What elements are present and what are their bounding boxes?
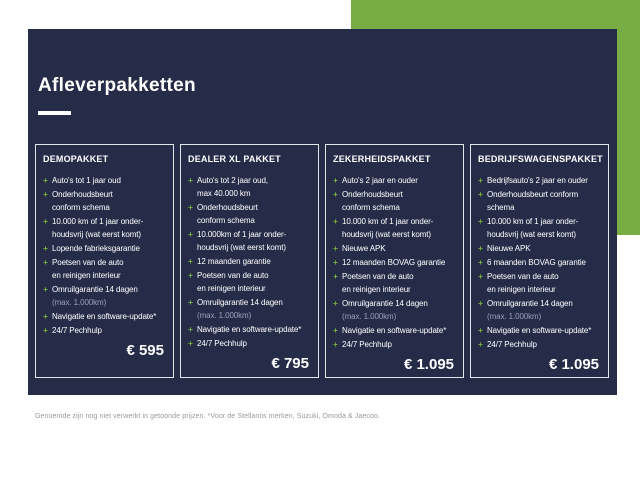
feature-line: Poetsen van de auto: [197, 271, 269, 280]
package-price: € 1.095: [403, 356, 454, 373]
feature-lines: [52, 324, 166, 337]
feature-lines: [197, 228, 311, 254]
plus-icon: +: [333, 271, 338, 281]
package-cards: [35, 144, 617, 378]
feature-lines: [342, 338, 456, 351]
package-feature-item: [333, 256, 456, 269]
feature-line: Auto's tot 1 jaar oud: [52, 176, 121, 185]
feature-line: max 40.000 km: [197, 189, 251, 198]
package-feature-item: [43, 256, 166, 282]
package-feature-item: [333, 338, 456, 351]
package-feature-item: [333, 297, 456, 323]
package-feature-item: [478, 338, 601, 351]
package-title: DEALER XL PAKKET: [188, 154, 281, 164]
plus-icon: +: [43, 311, 48, 321]
package-feature-item: [188, 255, 311, 268]
page-title: Afleverpakketten: [38, 75, 196, 96]
plus-icon: +: [188, 270, 193, 280]
package-title: ZEKERHEIDSPAKKET: [333, 154, 431, 164]
plus-icon: +: [188, 297, 193, 307]
feature-line: Onderhoudsbeurt: [197, 203, 258, 212]
plus-icon: +: [43, 175, 48, 185]
plus-icon: +: [333, 325, 338, 335]
feature-line: Onderhoudsbeurt conform: [487, 190, 579, 199]
feature-line: en reinigen interieur: [487, 285, 556, 294]
plus-icon: +: [478, 339, 483, 349]
plus-icon: +: [43, 216, 48, 226]
feature-line: 24/7 Pechhulp: [342, 340, 392, 349]
package-price: € 1.095: [548, 356, 599, 373]
package-feature-item: [478, 174, 601, 187]
feature-line: schema: [487, 203, 515, 212]
feature-line: Navigatie en software-update*: [197, 325, 302, 334]
package-feature-item: [478, 215, 601, 241]
package-card: [470, 144, 609, 378]
package-feature-item: [333, 215, 456, 241]
feature-lines: [52, 242, 166, 255]
package-feature-item: [333, 188, 456, 214]
feature-line: (max. 1.000km): [342, 312, 397, 321]
package-feature-item: [478, 297, 601, 323]
package-feature-item: [43, 188, 166, 214]
feature-lines: [342, 174, 456, 187]
plus-icon: +: [478, 175, 483, 185]
plus-icon: +: [333, 339, 338, 349]
plus-icon: +: [478, 298, 483, 308]
plus-icon: +: [43, 189, 48, 199]
feature-lines: [197, 174, 311, 200]
package-title: BEDRIJFSWAGENSPAKKET: [478, 154, 603, 164]
plus-icon: +: [478, 325, 483, 335]
package-price: € 595: [126, 342, 164, 359]
feature-line: Navigatie en software-update*: [487, 326, 592, 335]
feature-line: 12 maanden BOVAG garantie: [342, 258, 446, 267]
feature-lines: [342, 242, 456, 255]
feature-lines: [487, 188, 601, 214]
feature-lines: [487, 297, 601, 323]
feature-lines: [342, 324, 456, 337]
feature-line: Nieuwe APK: [342, 244, 386, 253]
feature-line: Navigatie en software-update*: [342, 326, 447, 335]
feature-lines: [342, 188, 456, 214]
package-feature-item: [188, 228, 311, 254]
package-title: DEMOPAKKET: [43, 154, 109, 164]
plus-icon: +: [333, 216, 338, 226]
plus-icon: +: [333, 298, 338, 308]
plus-icon: +: [188, 324, 193, 334]
plus-icon: +: [478, 243, 483, 253]
package-feature-item: [478, 256, 601, 269]
feature-line: Omruilgarantie 14 dagen: [197, 298, 283, 307]
plus-icon: +: [43, 257, 48, 267]
package-feature-item: [43, 324, 166, 337]
feature-lines: [487, 338, 601, 351]
feature-line: 6 maanden BOVAG garantie: [487, 258, 586, 267]
package-feature-item: [188, 323, 311, 336]
plus-icon: +: [188, 229, 193, 239]
feature-lines: [342, 297, 456, 323]
package-feature-item: [333, 174, 456, 187]
feature-line: Bedrijfsauto's 2 jaar en ouder: [487, 176, 588, 185]
plus-icon: +: [333, 257, 338, 267]
plus-icon: +: [188, 202, 193, 212]
feature-line: 10.000 km of 1 jaar onder-: [52, 217, 144, 226]
feature-line: houdsvrij (wat eerst komt): [487, 230, 576, 239]
plus-icon: +: [333, 189, 338, 199]
package-feature-item: [43, 283, 166, 309]
feature-lines: [487, 242, 601, 255]
plus-icon: +: [478, 257, 483, 267]
feature-line: Onderhoudsbeurt: [342, 190, 403, 199]
feature-line: en reinigen interieur: [342, 285, 411, 294]
feature-line: 24/7 Pechhulp: [197, 339, 247, 348]
feature-line: 24/7 Pechhulp: [52, 326, 102, 335]
feature-line: conform schema: [342, 203, 400, 212]
package-feature-item: [333, 270, 456, 296]
feature-line: Auto's tot 2 jaar oud,: [197, 176, 268, 185]
package-feature-item: [478, 242, 601, 255]
feature-lines: [197, 201, 311, 227]
packages-panel: [28, 29, 617, 395]
package-price: € 795: [271, 355, 309, 372]
feature-line: Poetsen van de auto: [52, 258, 124, 267]
plus-icon: +: [43, 243, 48, 253]
feature-lines: [52, 256, 166, 282]
feature-lines: [197, 323, 311, 336]
feature-lines: [197, 255, 311, 268]
feature-lines: [52, 215, 166, 241]
feature-line: 10.000km of 1 jaar onder-: [197, 230, 287, 239]
package-feature-item: [188, 201, 311, 227]
feature-lines: [487, 215, 601, 241]
package-feature-item: [188, 296, 311, 322]
feature-lines: [487, 324, 601, 337]
plus-icon: +: [478, 271, 483, 281]
package-card: [35, 144, 174, 378]
plus-icon: +: [478, 189, 483, 199]
feature-line: (max. 1.000km): [197, 311, 252, 320]
plus-icon: +: [188, 256, 193, 266]
feature-lines: [52, 174, 166, 187]
feature-line: (max. 1.000km): [487, 312, 542, 321]
feature-lines: [342, 215, 456, 241]
feature-lines: [487, 270, 601, 296]
feature-line: (max. 1.000km): [52, 298, 107, 307]
feature-lines: [342, 256, 456, 269]
footnote: Genoemde zijn nog niet verwerkt in getoonde prijzen. *Voor de Stellantis merken, Suzuki, Omoda & Jaecoo.: [35, 413, 381, 420]
plus-icon: +: [478, 216, 483, 226]
package-card: [325, 144, 464, 378]
plus-icon: +: [43, 325, 48, 335]
package-feature-item: [333, 242, 456, 255]
feature-lines: [197, 269, 311, 295]
feature-line: Omruilgarantie 14 dagen: [487, 299, 573, 308]
feature-lines: [197, 296, 311, 322]
feature-lines: [487, 174, 601, 187]
feature-line: houdsvrij (wat eerst komt): [52, 230, 141, 239]
feature-line: conform schema: [197, 216, 255, 225]
feature-line: Auto's 2 jaar en ouder: [342, 176, 418, 185]
package-feature-item: [43, 310, 166, 323]
title-underline: [38, 111, 71, 115]
feature-line: Omruilgarantie 14 dagen: [52, 285, 138, 294]
plus-icon: +: [333, 243, 338, 253]
feature-line: conform schema: [52, 203, 110, 212]
plus-icon: +: [43, 284, 48, 294]
package-feature-item: [478, 270, 601, 296]
feature-line: 24/7 Pechhulp: [487, 340, 537, 349]
package-feature-item: [478, 324, 601, 337]
feature-line: Nieuwe APK: [487, 244, 531, 253]
plus-icon: +: [188, 338, 193, 348]
feature-line: Lopende fabrieksgarantie: [52, 244, 140, 253]
feature-line: Navigatie en software-update*: [52, 312, 157, 321]
feature-line: 12 maanden garantie: [197, 257, 271, 266]
plus-icon: +: [188, 175, 193, 185]
feature-line: Poetsen van de auto: [342, 272, 414, 281]
feature-line: Omruilgarantie 14 dagen: [342, 299, 428, 308]
feature-lines: [52, 283, 166, 309]
package-feature-item: [43, 215, 166, 241]
package-feature-item: [188, 337, 311, 350]
feature-lines: [197, 337, 311, 350]
package-feature-item: [43, 242, 166, 255]
package-feature-item: [188, 269, 311, 295]
feature-lines: [52, 188, 166, 214]
package-card: [180, 144, 319, 378]
feature-lines: [52, 310, 166, 323]
feature-line: Onderhoudsbeurt: [52, 190, 113, 199]
package-feature-item: [43, 174, 166, 187]
feature-line: en reinigen interieur: [52, 271, 121, 280]
feature-line: 10.000 km of 1 jaar onder-: [487, 217, 579, 226]
package-feature-item: [478, 188, 601, 214]
plus-icon: +: [333, 175, 338, 185]
feature-lines: [342, 270, 456, 296]
feature-line: 10.000 km of 1 jaar onder-: [342, 217, 434, 226]
feature-line: Poetsen van de auto: [487, 272, 559, 281]
package-feature-item: [333, 324, 456, 337]
feature-line: houdsvrij (wat eerst komt): [197, 243, 286, 252]
feature-line: houdsvrij (wat eerst komt): [342, 230, 431, 239]
package-feature-item: [188, 174, 311, 200]
feature-lines: [487, 256, 601, 269]
feature-line: en reinigen interieur: [197, 284, 266, 293]
